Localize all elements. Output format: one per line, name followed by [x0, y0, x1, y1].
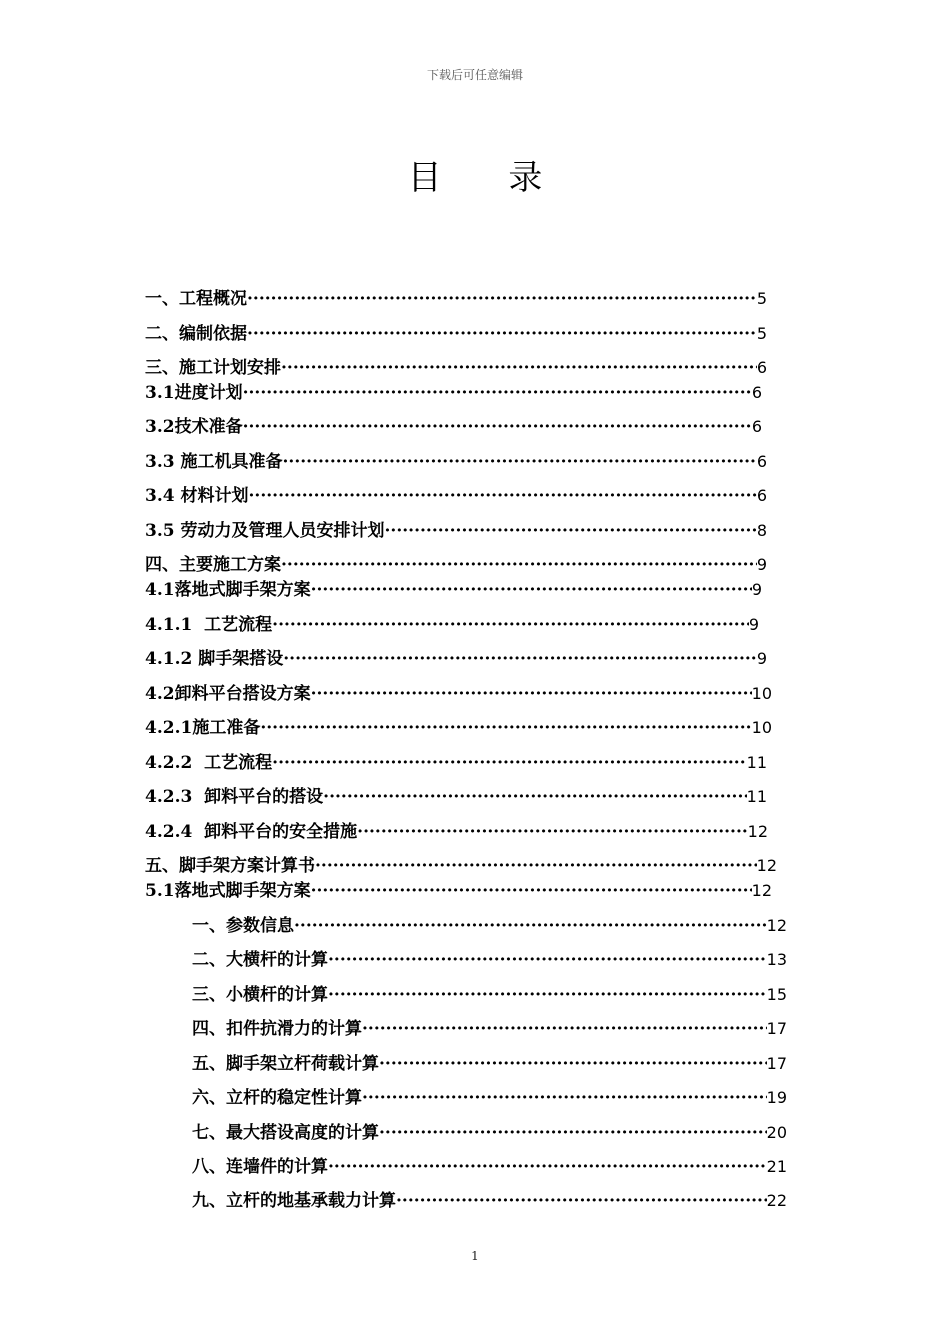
- toc-entry[interactable]: [145, 782, 767, 806]
- toc-dot-leader: [260, 718, 751, 738]
- toc-entry-label: 三、小横杆的计算: [192, 985, 328, 1005]
- toc-entry[interactable]: [192, 1186, 787, 1210]
- toc-entry[interactable]: [192, 1083, 787, 1107]
- toc-entry-label: 五、脚手架方案计算书: [145, 856, 315, 876]
- toc-entry-page: 5: [756, 289, 767, 308]
- toc-entry-page: 6: [756, 486, 767, 505]
- toc-dot-leader: [328, 985, 767, 1005]
- toc-entry[interactable]: [145, 319, 767, 343]
- toc-dot-leader: [283, 452, 757, 472]
- toc-entry[interactable]: [192, 911, 787, 935]
- toc-entry-page: 21: [766, 1157, 787, 1176]
- toc-dot-leader: [328, 1157, 767, 1177]
- toc-entry[interactable]: [192, 945, 787, 969]
- toc-entry-label: 3.5 劳动力及管理人员安排计划: [145, 521, 385, 541]
- toc-entry-page: 13: [766, 950, 787, 969]
- toc-dot-leader: [247, 324, 757, 344]
- toc-entry-page: 9: [748, 615, 759, 634]
- toc-entry[interactable]: [192, 980, 787, 1004]
- toc-entry-page: 9: [751, 580, 762, 599]
- toc-entry-label: 4.2.3 卸料平台的搭设: [145, 787, 324, 807]
- toc-dot-leader: [294, 916, 767, 936]
- toc-entry[interactable]: [145, 516, 767, 540]
- toc-entry-label: 4.1.1 工艺流程: [145, 615, 273, 635]
- toc-entry-label: 三、施工计划安排: [145, 358, 281, 378]
- toc-entry-page: 12: [747, 822, 768, 841]
- toc-entry-page: 10: [751, 684, 772, 703]
- toc-entry-label: 3.4 材料计划: [145, 486, 249, 506]
- toc-entry-page: 15: [766, 985, 787, 1004]
- toc-entry-label: 一、参数信息: [192, 916, 294, 936]
- toc-dot-leader: [272, 753, 746, 773]
- toc-entry[interactable]: [145, 481, 767, 505]
- toc-entry-page: 17: [766, 1054, 787, 1073]
- toc-dot-leader: [243, 417, 752, 437]
- toc-entry-label: 3.2技术准备: [145, 417, 243, 437]
- toc-dot-leader: [379, 1123, 767, 1143]
- toc-dot-leader: [311, 881, 752, 901]
- page-title: 目 录: [407, 158, 571, 198]
- toc-entry[interactable]: [145, 550, 767, 574]
- toc-entry[interactable]: [192, 1152, 787, 1176]
- toc-entry-page: 12: [766, 916, 787, 935]
- toc-entry-page: 9: [756, 555, 767, 574]
- toc-entry[interactable]: [145, 851, 777, 875]
- toc-entry-label: 二、大横杆的计算: [192, 950, 328, 970]
- toc-entry-label: 3.1进度计划: [145, 383, 243, 403]
- toc-entry-label: 八、连墙件的计算: [192, 1157, 328, 1177]
- toc-entry-page: 10: [751, 718, 772, 737]
- toc-dot-leader: [328, 950, 767, 970]
- toc-dot-leader: [283, 649, 757, 669]
- toc-dot-leader: [311, 684, 752, 704]
- page-header: 下载后可任意编辑: [426, 68, 523, 82]
- toc-entry[interactable]: [145, 284, 767, 308]
- toc-dot-leader: [272, 615, 749, 635]
- toc-entry-page: 9: [756, 649, 767, 668]
- toc-entry-page: 11: [746, 787, 767, 806]
- toc-dot-leader: [357, 822, 747, 842]
- toc-entry-page: 5: [756, 324, 767, 343]
- toc-dot-leader: [281, 555, 757, 575]
- toc-entry[interactable]: [145, 447, 767, 471]
- toc-entry-label: 二、编制依据: [145, 324, 247, 344]
- toc-entry-label: 3.3 施工机具准备: [145, 452, 283, 472]
- page-number: 1: [471, 1249, 479, 1263]
- toc-entry-page: 19: [766, 1088, 787, 1107]
- toc-dot-leader: [311, 580, 752, 600]
- toc-entry[interactable]: [145, 713, 772, 737]
- toc-dot-leader: [249, 486, 757, 506]
- toc-entry-label: 4.2.4 卸料平台的安全措施: [145, 822, 358, 842]
- toc-dot-leader: [396, 1191, 767, 1211]
- toc-entry-page: 8: [756, 521, 767, 540]
- toc-entry-page: 17: [766, 1019, 787, 1038]
- toc-entry[interactable]: [145, 575, 762, 599]
- toc-entry[interactable]: [145, 353, 767, 377]
- toc-entry-label: 九、立杆的地基承载力计算: [192, 1191, 396, 1211]
- toc-entry-label: 七、最大搭设高度的计算: [192, 1123, 379, 1143]
- toc-entry-label: 4.2.2 工艺流程: [145, 753, 273, 773]
- toc-entry-page: 12: [756, 856, 777, 875]
- toc-entry-page: 12: [751, 881, 772, 900]
- toc-entry[interactable]: [192, 1014, 787, 1038]
- toc-dot-leader: [379, 1054, 767, 1074]
- toc-entry-label: 六、立杆的稳定性计算: [192, 1088, 362, 1108]
- toc-entry[interactable]: [145, 610, 759, 634]
- toc-entry[interactable]: [145, 644, 767, 668]
- toc-entry-page: 6: [751, 383, 762, 402]
- toc-entry[interactable]: [145, 412, 762, 436]
- toc-entry-label: 4.1.2 脚手架搭设: [145, 649, 284, 669]
- toc-entry-label: 一、工程概况: [145, 289, 247, 309]
- toc-entry[interactable]: [145, 876, 772, 900]
- toc-entry-label: 4.2.1施工准备: [145, 718, 261, 738]
- toc-entry-label: 4.1落地式脚手架方案: [145, 580, 311, 600]
- toc-dot-leader: [281, 358, 757, 378]
- toc-entry[interactable]: [145, 748, 767, 772]
- toc-dot-leader: [315, 856, 757, 876]
- toc-entry[interactable]: [192, 1049, 787, 1073]
- toc-entry-label: 5.1落地式脚手架方案: [145, 881, 311, 901]
- toc-dot-leader: [247, 289, 757, 309]
- toc-entry-page: 6: [751, 417, 762, 436]
- toc-entry-label: 四、主要施工方案: [145, 555, 281, 575]
- toc-dot-leader: [362, 1019, 767, 1039]
- toc-dot-leader: [362, 1088, 767, 1108]
- toc-dot-leader: [385, 521, 757, 541]
- toc-entry-page: 6: [756, 452, 767, 471]
- toc-entry[interactable]: [145, 378, 762, 402]
- toc-entry[interactable]: [145, 679, 772, 703]
- toc-dot-leader: [323, 787, 746, 807]
- toc-entry-label: 五、脚手架立杆荷载计算: [192, 1054, 379, 1074]
- toc-entry-label: 4.2卸料平台搭设方案: [145, 684, 311, 704]
- toc-entry-page: 6: [756, 358, 767, 377]
- toc-entry-label: 四、扣件抗滑力的计算: [192, 1019, 362, 1039]
- toc-dot-leader: [243, 383, 752, 403]
- toc-entry[interactable]: [192, 1118, 787, 1142]
- toc-entry-page: 22: [766, 1191, 787, 1210]
- toc-entry-page: 11: [746, 753, 767, 772]
- toc-entry-page: 20: [766, 1123, 787, 1142]
- toc-entry[interactable]: [145, 817, 768, 841]
